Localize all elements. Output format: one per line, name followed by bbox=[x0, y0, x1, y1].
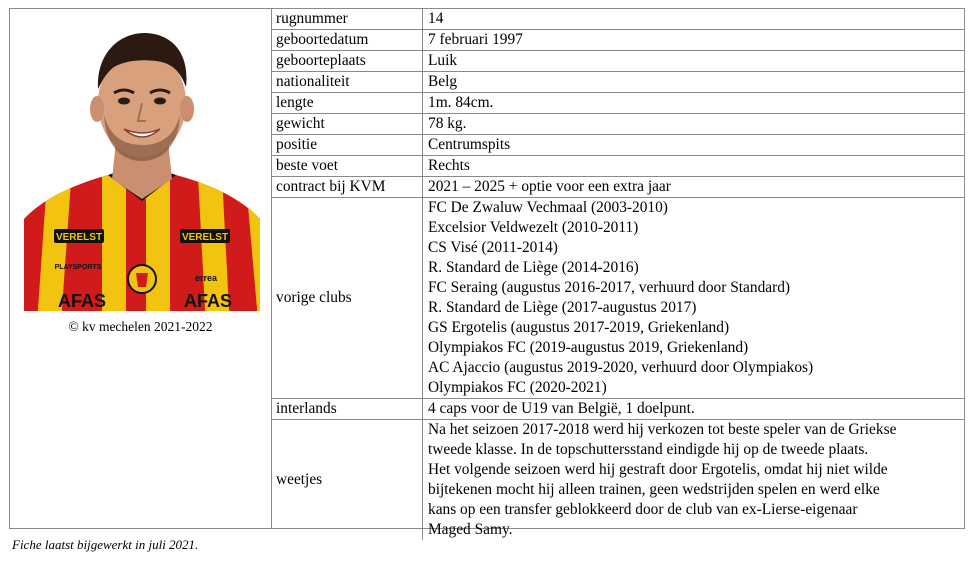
row-label-weetjes: weetjes bbox=[271, 420, 423, 541]
club-item: R. Standard de Liège (2017-augustus 2017) bbox=[428, 299, 697, 316]
table-row bbox=[271, 420, 965, 541]
club-item: Olympiakos FC (2019-augustus 2019, Griekenland) bbox=[428, 339, 749, 356]
jersey-chest-sponsor-right: AFAS bbox=[183, 291, 233, 311]
row-label-vorige-clubs: vorige clubs bbox=[271, 198, 423, 399]
row-label-positie: positie bbox=[271, 135, 423, 156]
photo-cell bbox=[10, 9, 272, 528]
table-row bbox=[271, 72, 965, 93]
jersey-brand: errea bbox=[194, 273, 218, 283]
table-row bbox=[271, 114, 965, 135]
table-row bbox=[271, 51, 965, 72]
row-value-beste-voet: Rechts bbox=[423, 156, 966, 177]
table-row bbox=[271, 93, 965, 114]
club-item: AC Ajaccio (augustus 2019-2020, verhuurd door Olympiakos) bbox=[428, 359, 814, 376]
table-row bbox=[271, 177, 965, 198]
fact-line: Het volgende seizoen werd hij gestraft door Ergotelis, omdat hij niet wilde bbox=[428, 461, 888, 478]
club-item: R. Standard de Liège (2014-2016) bbox=[428, 259, 639, 276]
club-item: GS Ergotelis (augustus 2017-2019, Griekenland) bbox=[428, 319, 730, 336]
fact-line: Maged Samy. bbox=[428, 521, 513, 538]
row-label-lengte: lengte bbox=[271, 93, 423, 114]
table-row bbox=[271, 30, 965, 51]
row-value-geboorteplaats: Luik bbox=[423, 51, 966, 72]
fact-line: Na het seizoen 2017-2018 werd hij verkozen tot beste speler van de Griekse bbox=[428, 421, 897, 438]
row-label-interlands: interlands bbox=[271, 399, 423, 420]
row-value-nationaliteit: Belg bbox=[423, 72, 966, 93]
photo-caption: © kv mechelen 2021-2022 bbox=[68, 319, 213, 334]
fact-line: tweede klasse. In de topschuttersstand eindigde hij op de tweede plaats. bbox=[428, 441, 869, 458]
row-value-rugnummer: 14 bbox=[423, 9, 966, 30]
row-label-geboorteplaats: geboorteplaats bbox=[271, 51, 423, 72]
fact-line: bijtekenen mocht hij alleen trainen, geen wedstrijden spelen en werd elke bbox=[428, 481, 880, 498]
row-label-geboortedatum: geboortedatum bbox=[271, 30, 423, 51]
jersey-sleeve-text: PLAYSPORTS bbox=[54, 264, 102, 271]
club-item: Olympiakos FC (2020-2021) bbox=[428, 379, 607, 396]
row-value-interlands: 4 caps voor de U19 van België, 1 doelpunt. bbox=[423, 399, 966, 420]
row-label-rugnummer: rugnummer bbox=[271, 9, 423, 30]
row-label-contract: contract bij KVM bbox=[271, 177, 423, 198]
jersey-chest-sponsor-left: AFAS bbox=[57, 291, 107, 311]
last-updated-note: Fiche laatst bijgewerkt in juli 2021. bbox=[12, 537, 199, 552]
row-value-gewicht: 78 kg. bbox=[423, 114, 966, 135]
row-value-geboortedatum: 7 februari 1997 bbox=[423, 30, 966, 51]
player-fiche bbox=[9, 8, 965, 538]
row-value-positie: Centrumspits bbox=[423, 135, 966, 156]
club-item: CS Visé (2011-2014) bbox=[428, 239, 558, 256]
club-item: FC Seraing (augustus 2016-2017, verhuurd door Standard) bbox=[428, 279, 791, 296]
fact-line: kans op een transfer geblokkeerd door de club van ex-Lierse-eigenaar bbox=[428, 501, 858, 518]
row-value-contract: 2021 – 2025 + optie voor een extra jaar bbox=[423, 177, 966, 198]
player-info-table bbox=[271, 9, 965, 540]
row-value-vorige-clubs bbox=[423, 198, 966, 399]
club-item: Excelsior Veldwezelt (2010-2011) bbox=[428, 219, 639, 236]
table-row bbox=[271, 9, 965, 30]
row-value-weetjes bbox=[423, 420, 966, 541]
jersey-sponsor-right: VERELST bbox=[181, 232, 229, 243]
player-photo bbox=[24, 23, 260, 311]
table-row bbox=[271, 399, 965, 420]
table-row bbox=[271, 135, 965, 156]
table-row bbox=[271, 198, 965, 399]
club-item: FC De Zwaluw Vechmaal (2003-2010) bbox=[428, 199, 668, 216]
table-row bbox=[271, 156, 965, 177]
row-label-beste-voet: beste voet bbox=[271, 156, 423, 177]
jersey-sponsor-left: VERELST bbox=[55, 232, 103, 243]
row-label-nationaliteit: nationaliteit bbox=[271, 72, 423, 93]
row-value-lengte: 1m. 84cm. bbox=[423, 93, 966, 114]
row-label-gewicht: gewicht bbox=[271, 114, 423, 135]
